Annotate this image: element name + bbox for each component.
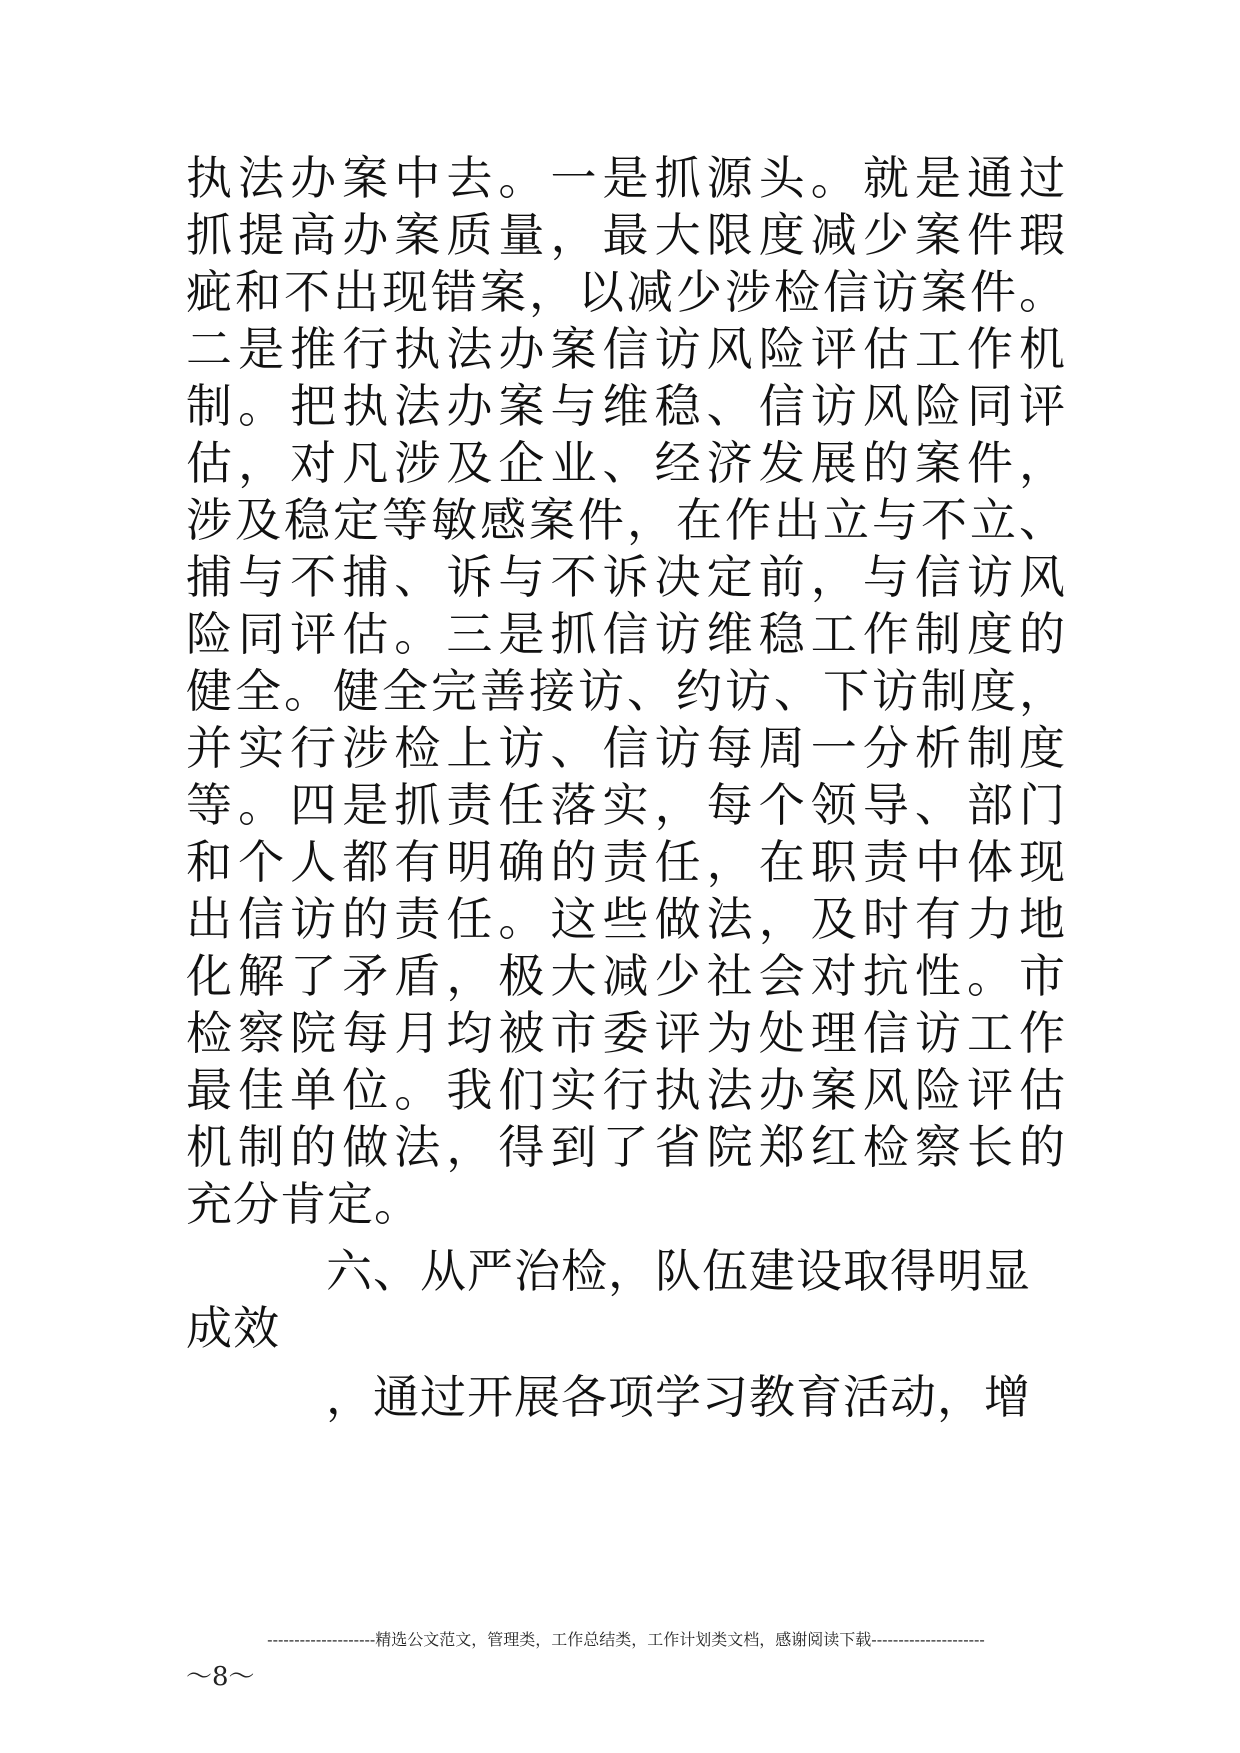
paragraph-line: 检察院每月均被市委评为处理信访工作 bbox=[186, 1006, 1066, 1060]
paragraph-line: 抓提高办案质量，最大限度减少案件瑕 bbox=[186, 208, 1066, 262]
section-heading-continuation: 成效 bbox=[186, 1301, 280, 1355]
paragraph-line: 化解了矛盾，极大减少社会对抗性。市 bbox=[186, 949, 1066, 1003]
paragraph-line: 等。四是抓责任落实，每个领导、部门 bbox=[186, 778, 1066, 832]
paragraph-line: 和个人都有明确的责任，在职责中体现 bbox=[186, 835, 1066, 889]
section-heading: 六、从严治检，队伍建设取得明显 bbox=[326, 1244, 1031, 1298]
paragraph-line: 制。把执法办案与维稳、信访风险同评 bbox=[186, 379, 1066, 433]
body-text bbox=[186, 150, 1066, 1426]
page-number: ～8～ bbox=[186, 1662, 255, 1692]
paragraph-line: 执法办案中去。一是抓源头。就是通过 bbox=[186, 151, 1066, 205]
paragraph-line: 最佳单位。我们实行执法办案风险评估 bbox=[186, 1063, 1066, 1117]
paragraph-line: 出信访的责任。这些做法，及时有力地 bbox=[186, 892, 1066, 946]
paragraph-opening-line: ，通过开展各项学习教育活动，增 bbox=[326, 1370, 1031, 1424]
footer-note: --------------------精选公文范文，管理类，工作总结类，工作计划类文档，感谢阅读下载--------------------- bbox=[267, 1630, 985, 1649]
paragraph-line: 险同评估。三是抓信访维稳工作制度的 bbox=[186, 607, 1066, 661]
paragraph-line: 充分肯定。 bbox=[186, 1177, 421, 1231]
paragraph-line: 估，对凡涉及企业、经济发展的案件， bbox=[186, 436, 1066, 490]
paragraph-line: 健全。健全完善接访、约访、下访制度， bbox=[186, 664, 1066, 718]
paragraph-line: 并实行涉检上访、信访每周一分析制度 bbox=[186, 721, 1066, 775]
paragraph-line: 捕与不捕、诉与不诉决定前，与信访风 bbox=[186, 550, 1066, 604]
paragraph-line: 涉及稳定等敏感案件，在作出立与不立、 bbox=[186, 493, 1066, 547]
paragraph-line: 疵和不出现错案，以减少涉检信访案件。 bbox=[186, 265, 1066, 319]
paragraph-line: 二是推行执法办案信访风险评估工作机 bbox=[186, 322, 1066, 376]
paragraph-line: 机制的做法，得到了省院郑红检察长的 bbox=[186, 1120, 1066, 1174]
